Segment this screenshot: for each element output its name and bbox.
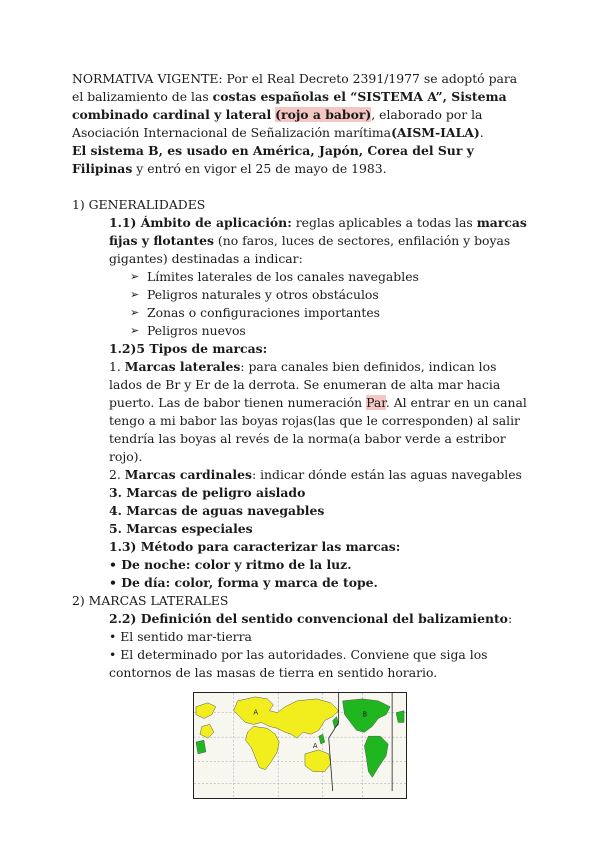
sense-line-1: • El sentido mar-tierra: [109, 629, 252, 644]
arrow-bullet-icon: ➢: [130, 306, 140, 319]
arrow-bullet-icon: ➢: [130, 324, 140, 337]
section-1-3-title: 1.3) Método para caracterizar las marcas:: [109, 539, 401, 554]
section-1-2-title: 1.2)5 Tipos de marcas:: [109, 341, 268, 356]
section-1-title: 1) GENERALIDADES: [72, 197, 206, 212]
region-a-label: A: [312, 741, 318, 750]
sense-line-2: • El determinado por las autoridades. Conviene que siga los contornos de las masas de tierra en sentido horario.: [109, 647, 488, 680]
section-1-1: 1.1) Ámbito de aplicación: reglas aplicables a todas las marcas fijas y flotantes (no faros, luces de sectores, enfilación y boyas gigantes) destinadas a indicar:: [109, 215, 527, 266]
arrow-bullet-icon: ➢: [130, 288, 140, 301]
intro-highlight: (rojo a babor): [275, 107, 372, 122]
system-b-text: y entró en vigor el 25 de mayo de 1983.: [132, 161, 387, 176]
mark-type-5: 5. Marcas especiales: [109, 521, 253, 536]
intro-text: NORMATIVA VIGENTE: Por el Real Decreto 2391/1977 se adoptó para el balizamiento de las: [72, 71, 518, 104]
system-b-bold: El sistema B, es usado en América, Japón, Corea del Sur y Filipinas: [72, 143, 474, 176]
iala-regions-map: [193, 692, 407, 799]
intro-system-a: costas españolas el “SISTEMA A”, Sistema combinado cardinal y lateral: [72, 89, 507, 122]
intro-aism: (AISM-IALA): [391, 125, 480, 140]
system-b-paragraph: [72, 142, 530, 178]
mark-type-4: 4. Marcas de aguas navegables: [109, 503, 325, 518]
bullet-list: [72, 268, 530, 340]
par-highlight: Par: [366, 395, 386, 410]
region-a-label: A: [253, 708, 259, 717]
day-method: • De día: color, forma y marca de tope.: [109, 575, 378, 590]
section-2-2-title: 2.2) Definición del sentido convencional del balizamiento:: [109, 611, 513, 626]
list-item: ➢ Peligros naturales y otros obstáculos: [130, 287, 379, 302]
mark-type-3: 3. Marcas de peligro aislado: [109, 485, 306, 500]
intro-text-2: , elaborado por la Asociación Internacional de Señalización marítima: [72, 107, 483, 140]
arrow-bullet-icon: ➢: [130, 270, 140, 283]
section-2-title: 2) MARCAS LATERALES: [72, 593, 229, 608]
mark-type-1: 1. Marcas laterales: para canales bien definidos, indican los lados de Br y Er de la derrota. Se enumeran de alta mar hacia puerto. Las de babor tienen numeración Par. Al entrar en un canal tengo a mi babor las boyas rojas(las que le corresponden) al salir tendría las boyas al revés de la norma(a babor verde a estribor rojo).: [109, 359, 527, 464]
region-b-label: B: [362, 710, 368, 719]
intro-paragraph: NORMATIVA VIGENTE: Por el Real Decreto 2391/1977 se adoptó para el balizamiento de las costas españolas el “SISTEMA A”, Sistema combinado cardinal y lateral (rojo a babor), elaborado por la Asociación Internacional de Señalización marítima(AISM-IALA).: [72, 71, 518, 140]
world-map-image: [194, 693, 406, 798]
list-item: ➢ Zonas o configuraciones importantes: [130, 305, 381, 320]
mark-type-2: 2. Marcas cardinales: indicar dónde están las aguas navegables: [109, 467, 522, 482]
night-method: • De noche: color y ritmo de la luz.: [109, 557, 352, 572]
list-item: ➢ Peligros nuevos: [130, 323, 246, 338]
list-item: ➢ Límites laterales de los canales navegables: [130, 269, 419, 284]
